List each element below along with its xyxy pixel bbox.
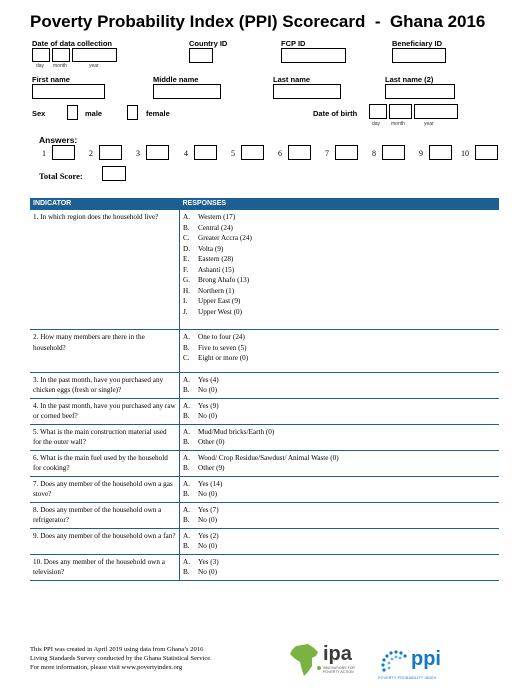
option-letter: A. bbox=[183, 479, 190, 488]
option-letter: E. bbox=[183, 255, 190, 263]
fcp-id-field[interactable] bbox=[281, 48, 346, 63]
answer-box-6[interactable] bbox=[288, 145, 311, 160]
dob-year-field[interactable] bbox=[414, 104, 458, 119]
response-option[interactable] bbox=[183, 385, 496, 396]
month-field[interactable] bbox=[52, 48, 70, 62]
option-letter: F. bbox=[183, 265, 189, 274]
female-checkbox[interactable] bbox=[127, 105, 138, 120]
dob-month-field[interactable] bbox=[389, 104, 412, 119]
option-letter: B. bbox=[183, 223, 190, 232]
table-header-row bbox=[30, 198, 499, 210]
option-text: Brong Ahafo (13) bbox=[198, 276, 250, 284]
responses-cell bbox=[180, 450, 500, 476]
option-letter: B. bbox=[183, 464, 190, 472]
indicator-cell: 9. Does any member of the household own a fan? bbox=[30, 528, 180, 554]
answer-box-7[interactable] bbox=[335, 145, 358, 160]
answer-box-4[interactable] bbox=[194, 145, 217, 160]
beneficiary-id-label: Beneficiary ID bbox=[392, 39, 443, 48]
responses-cell bbox=[180, 502, 500, 528]
answer-box-5[interactable] bbox=[241, 145, 264, 160]
scorecard-body bbox=[30, 210, 499, 581]
option-letter: C. bbox=[183, 354, 190, 362]
table-row bbox=[30, 554, 499, 580]
last-name-2-label: Last name (2) bbox=[385, 75, 434, 84]
option-letter: J. bbox=[183, 307, 188, 316]
response-option[interactable] bbox=[183, 307, 496, 318]
scorecard-table bbox=[30, 198, 499, 581]
option-text: Ashanti (15) bbox=[198, 265, 235, 274]
option-letter: A. bbox=[183, 213, 190, 221]
response-option[interactable] bbox=[183, 463, 496, 474]
option-letter: I. bbox=[183, 297, 188, 305]
country-id-label: Country ID bbox=[189, 39, 228, 48]
option-letter: H. bbox=[183, 286, 190, 295]
response-option[interactable] bbox=[183, 375, 496, 386]
footer-line: For more information, please visit www.povertyindex.org bbox=[30, 664, 183, 671]
response-option[interactable] bbox=[183, 515, 496, 526]
response-option[interactable] bbox=[183, 411, 496, 422]
table-row bbox=[30, 424, 499, 450]
indicator-cell: 5. What is the main construction material used for the outer wall? bbox=[30, 424, 180, 450]
last-name-field[interactable] bbox=[273, 84, 341, 99]
option-letter: A. bbox=[183, 557, 190, 566]
response-option[interactable] bbox=[183, 343, 496, 354]
total-score-label: Total Score: bbox=[39, 171, 83, 181]
option-letter: B. bbox=[183, 490, 190, 498]
first-name-label: First name bbox=[32, 75, 70, 84]
table-row bbox=[30, 528, 499, 554]
response-option[interactable] bbox=[183, 265, 496, 276]
answer-number-4: 4 bbox=[184, 149, 188, 158]
response-option[interactable] bbox=[183, 557, 496, 568]
answer-box-1[interactable] bbox=[52, 145, 75, 160]
table-row bbox=[30, 330, 499, 373]
indicator-cell: 2. How many members are there in the household? bbox=[30, 330, 180, 373]
option-text: Yes (14) bbox=[198, 479, 223, 488]
responses-header: RESPONSES bbox=[180, 198, 500, 210]
country-id-field[interactable] bbox=[189, 48, 213, 63]
option-letter: A. bbox=[183, 505, 190, 514]
year-field[interactable] bbox=[72, 48, 117, 62]
option-text: Other (9) bbox=[198, 464, 225, 472]
response-option[interactable] bbox=[183, 254, 496, 265]
option-letter: B. bbox=[183, 343, 190, 352]
option-letter: B. bbox=[183, 438, 190, 446]
option-letter: B. bbox=[183, 542, 190, 550]
dob-label: Date of birth bbox=[313, 109, 358, 118]
answer-box-10[interactable] bbox=[475, 145, 498, 160]
answer-box-3[interactable] bbox=[146, 145, 169, 160]
option-text: Upper East (9) bbox=[198, 297, 241, 305]
ipa-logo bbox=[288, 642, 368, 682]
option-text: Central (24) bbox=[198, 223, 233, 232]
option-text: Northern (1) bbox=[198, 286, 235, 295]
answer-number-7: 7 bbox=[325, 149, 329, 158]
option-text: Other (0) bbox=[198, 438, 225, 446]
responses-cell bbox=[180, 210, 500, 330]
option-text: Yes (2) bbox=[198, 531, 219, 540]
response-option[interactable] bbox=[183, 286, 496, 297]
option-text: Yes (4) bbox=[198, 375, 219, 384]
option-letter: A. bbox=[183, 531, 190, 540]
table-row bbox=[30, 398, 499, 424]
response-option[interactable] bbox=[183, 427, 496, 438]
answer-number-3: 3 bbox=[136, 149, 140, 158]
response-option[interactable] bbox=[183, 505, 496, 516]
option-text: No (0) bbox=[198, 516, 217, 524]
answers-label: Answers: bbox=[39, 135, 78, 145]
option-letter: A. bbox=[183, 401, 190, 410]
fcp-id-label: FCP ID bbox=[281, 39, 306, 48]
africa-map-icon bbox=[288, 642, 322, 678]
response-option[interactable] bbox=[183, 275, 496, 286]
option-text: Five to seven (5) bbox=[198, 343, 247, 352]
option-letter: B. bbox=[183, 412, 190, 420]
option-letter: G. bbox=[183, 276, 190, 284]
responses-cell bbox=[180, 330, 500, 373]
female-label: female bbox=[146, 109, 170, 118]
day-field[interactable] bbox=[32, 48, 50, 62]
table-row bbox=[30, 372, 499, 398]
ppi-wordmark: ppi bbox=[411, 648, 441, 670]
option-text: No (0) bbox=[198, 412, 217, 420]
option-letter: B. bbox=[183, 516, 190, 524]
option-text: Yes (9) bbox=[198, 401, 219, 410]
option-text: No (0) bbox=[198, 490, 217, 498]
indicator-cell: 7. Does any member of the household own a gas stove? bbox=[30, 476, 180, 502]
indicator-cell: 4. In the past month, have you purchased any raw or corned beef? bbox=[30, 398, 180, 424]
month-caption: month bbox=[53, 63, 67, 69]
responses-cell bbox=[180, 398, 500, 424]
option-text: Eight or more (0) bbox=[198, 354, 249, 362]
response-option[interactable] bbox=[183, 233, 496, 244]
indicator-header: INDICATOR bbox=[30, 198, 180, 210]
option-text: No (0) bbox=[198, 386, 217, 394]
option-text: Western (17) bbox=[198, 213, 236, 221]
ppi-dots-icon bbox=[378, 648, 414, 674]
response-option[interactable] bbox=[183, 479, 496, 490]
option-letter: C. bbox=[183, 234, 190, 242]
response-option[interactable] bbox=[183, 453, 496, 464]
option-text: Yes (3) bbox=[198, 557, 219, 566]
option-letter: A. bbox=[183, 333, 190, 341]
option-letter: B. bbox=[183, 386, 190, 394]
responses-cell bbox=[180, 372, 500, 398]
table-row bbox=[30, 210, 499, 330]
indicator-cell: 6. What is the main fuel used by the household for cooking? bbox=[30, 450, 180, 476]
response-option[interactable] bbox=[183, 437, 496, 448]
last-name-label: Last name bbox=[273, 75, 311, 84]
response-option[interactable] bbox=[183, 223, 496, 234]
year-caption: year bbox=[89, 63, 99, 69]
ppi-tagline: POVERTY PROBABILITY INDEX bbox=[378, 676, 437, 680]
page-title: Poverty Probability Index (PPI) Scorecard - Ghana 2016 bbox=[30, 12, 486, 31]
option-text: Greater Accra (24) bbox=[198, 234, 252, 242]
male-checkbox[interactable] bbox=[67, 105, 78, 120]
answer-number-5: 5 bbox=[231, 149, 235, 158]
date-label: Date of data collection bbox=[32, 39, 113, 48]
beneficiary-id-field[interactable] bbox=[392, 48, 446, 63]
option-text: Yes (7) bbox=[198, 505, 219, 514]
option-text: Mud/Mud bricks/Earth (0) bbox=[198, 427, 275, 436]
ipa-wordmark: ipa bbox=[323, 643, 352, 665]
answer-box-2[interactable] bbox=[99, 145, 122, 160]
indicator-cell: 8. Does any member of the household own a refrigerator? bbox=[30, 502, 180, 528]
response-option[interactable] bbox=[183, 296, 496, 307]
response-option[interactable] bbox=[183, 332, 496, 343]
response-option[interactable] bbox=[183, 531, 496, 542]
sex-label: Sex bbox=[32, 109, 46, 118]
dob-year-caption: year bbox=[424, 121, 434, 127]
total-score-field[interactable] bbox=[102, 166, 126, 181]
responses-cell bbox=[180, 554, 500, 580]
option-letter: A. bbox=[183, 427, 190, 436]
dob-day-caption: day bbox=[372, 121, 381, 127]
answer-number-8: 8 bbox=[372, 149, 376, 158]
dob-day-field[interactable] bbox=[369, 104, 387, 119]
option-text: Volta (9) bbox=[198, 244, 224, 253]
day-caption: day bbox=[36, 63, 45, 69]
indicator-cell: 3. In the past month, have you purchased any chicken eggs (fresh or single)? bbox=[30, 372, 180, 398]
option-text: Eastern (28) bbox=[198, 255, 234, 263]
answer-number-9: 9 bbox=[419, 149, 423, 158]
option-text: No (0) bbox=[198, 568, 217, 576]
option-text: No (0) bbox=[198, 542, 217, 550]
option-text: Upper West (0) bbox=[198, 307, 242, 316]
option-letter: A. bbox=[183, 375, 190, 384]
middle-name-label: Middle name bbox=[153, 75, 199, 84]
answer-number-10: 10 bbox=[461, 149, 469, 158]
response-option[interactable] bbox=[183, 489, 496, 500]
responses-cell bbox=[180, 476, 500, 502]
footer-text bbox=[30, 645, 212, 672]
indicator-cell: 1. In which region does the household live? bbox=[30, 210, 180, 330]
answer-box-9[interactable] bbox=[429, 145, 452, 160]
option-text: One to four (24) bbox=[198, 333, 245, 341]
indicator-cell: 10. Does any member of the household own a television? bbox=[30, 554, 180, 580]
table-row bbox=[30, 502, 499, 528]
responses-cell bbox=[180, 424, 500, 450]
option-text: Wood/ Crop Residue/Sawdust/ Animal Waste (0) bbox=[198, 453, 339, 462]
response-option[interactable] bbox=[183, 401, 496, 412]
answer-number-2: 2 bbox=[89, 149, 93, 158]
table-row bbox=[30, 450, 499, 476]
male-label: male bbox=[85, 109, 103, 118]
answer-number-6: 6 bbox=[278, 149, 282, 158]
last-name-2-field[interactable] bbox=[385, 84, 455, 99]
ipa-tagline: INNOVATIONS FOR POVERTY ACTION bbox=[323, 666, 355, 674]
first-name-field[interactable] bbox=[32, 84, 105, 99]
option-letter: D. bbox=[183, 244, 190, 253]
response-option[interactable] bbox=[183, 212, 496, 223]
response-option[interactable] bbox=[183, 541, 496, 552]
answer-number-1: 1 bbox=[42, 149, 46, 158]
table-row bbox=[30, 476, 499, 502]
ppi-logo bbox=[378, 648, 458, 684]
footer-line: Living Standards Survey conducted by the Ghana Statistical Service. bbox=[30, 655, 212, 662]
footer-line: This PPI was created in April 2019 using data from Ghana’s 2016 bbox=[30, 646, 204, 653]
response-option[interactable] bbox=[183, 567, 496, 578]
middle-name-field[interactable] bbox=[153, 84, 221, 99]
option-letter: A. bbox=[183, 453, 190, 462]
responses-cell bbox=[180, 528, 500, 554]
answer-box-8[interactable] bbox=[382, 145, 405, 160]
option-letter: B. bbox=[183, 568, 190, 576]
response-option[interactable] bbox=[183, 353, 496, 364]
response-option[interactable] bbox=[183, 244, 496, 255]
dob-month-caption: month bbox=[391, 121, 405, 127]
